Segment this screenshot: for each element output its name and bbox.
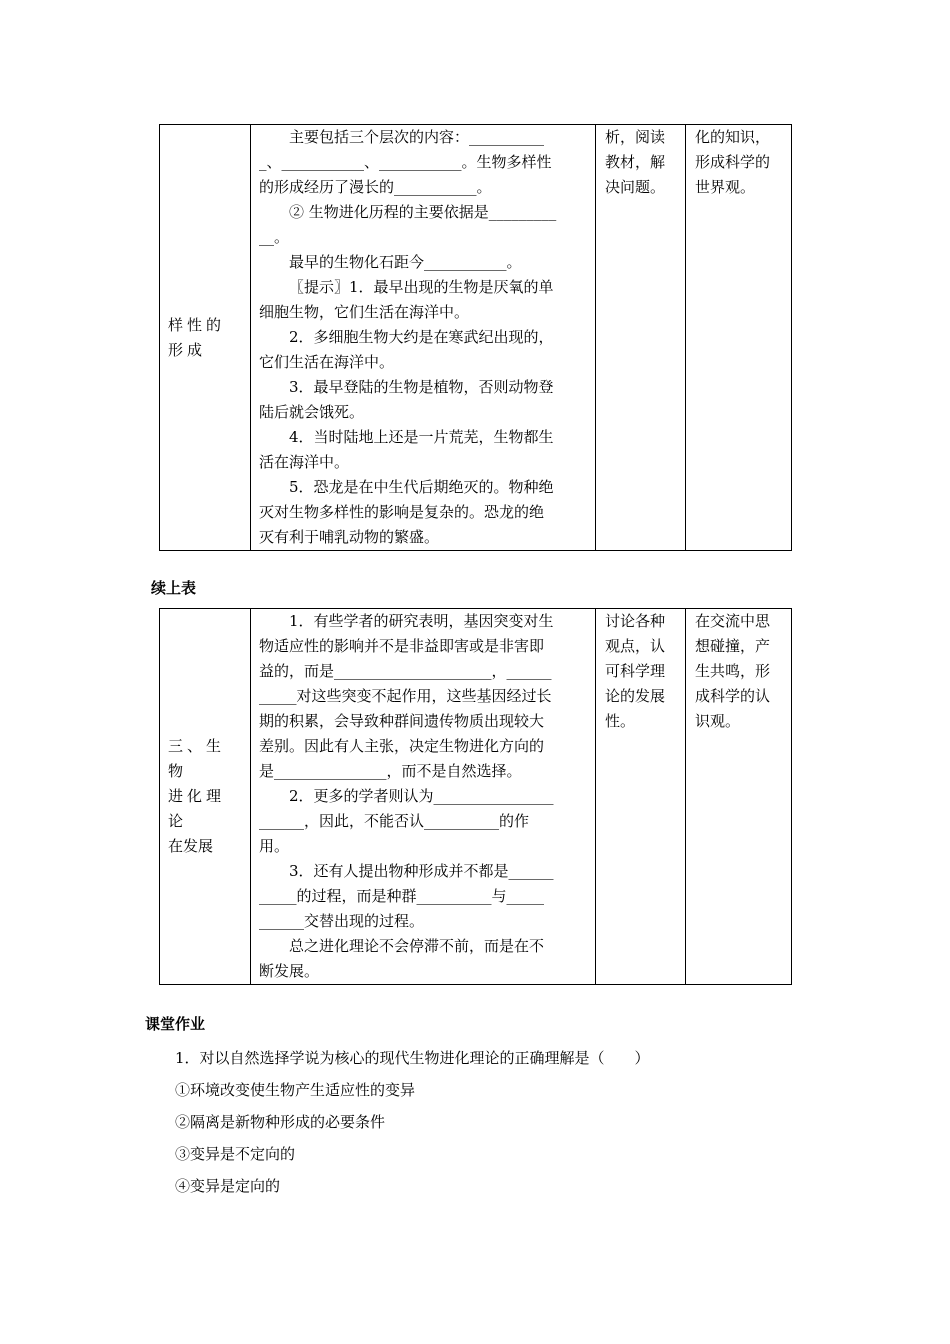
content-cell xyxy=(251,609,596,985)
activity-line: 观点，认 xyxy=(605,637,666,655)
activity-line: 讨论各种 xyxy=(605,612,666,630)
activity-line: 决问题。 xyxy=(605,178,666,196)
goal-line: 在交流中思 xyxy=(695,612,771,630)
content-line: 灭对生物多样性的影响是复杂的。恐龙的绝 xyxy=(259,503,545,521)
goal-line: 识观。 xyxy=(695,712,741,730)
goal-line: 生共鸣，形 xyxy=(695,662,771,680)
content-line: ______交替出现的过程。 xyxy=(259,912,425,930)
table-row xyxy=(160,125,792,551)
homework-option: ②隔离是新物种形成的必要条件 xyxy=(175,1113,386,1131)
content-line: 2．更多的学者则认为________________ xyxy=(289,787,554,805)
content-line: 5．恐龙是在中生代后期绝灭的。物种绝 xyxy=(289,478,554,496)
goal-line: 化的知识， xyxy=(695,128,771,146)
goal-line: 成科学的认 xyxy=(695,687,771,705)
activity-line: 可科学理 xyxy=(605,662,666,680)
activity-cell xyxy=(596,609,686,985)
content-line: _____的过程，而是种群__________与_____ xyxy=(259,887,545,905)
content-line: 物适应性的影响并不是非益即害或是非害即 xyxy=(259,637,545,655)
content-line: _____对这些突变不起作用，这些基因经过长 xyxy=(259,687,552,705)
content-line: __。 xyxy=(259,228,290,246)
activity-line: 析，阅读 xyxy=(605,128,666,146)
table-row xyxy=(160,609,792,985)
continued-label: 续上表 xyxy=(151,579,197,597)
lesson-table-part1 xyxy=(159,124,792,551)
activity-cell xyxy=(596,125,686,551)
activity-line: 性。 xyxy=(605,712,636,730)
activity-line: 教材，解 xyxy=(605,153,666,171)
topic-line: 进化理论 xyxy=(168,787,226,830)
content-line: 是_______________，而不是自然选择。 xyxy=(259,762,522,780)
content-line: 活在海洋中。 xyxy=(259,453,350,471)
content-line: 总之进化理论不会停滞不前，而是在不 xyxy=(289,937,545,955)
topic-line: 三、生物 xyxy=(168,737,226,780)
homework-question: 1．对以自然选择学说为核心的现代生物进化理论的正确理解是（ ） xyxy=(175,1049,650,1067)
content-line: 它们生活在海洋中。 xyxy=(259,353,395,371)
lesson-table-part2 xyxy=(159,608,792,985)
homework-option: ④变异是定向的 xyxy=(175,1177,281,1195)
content-line: 1．有些学者的研究表明，基因突变对生 xyxy=(289,612,554,630)
content-line: 〖提示〗1．最早出现的生物是厌氧的单 xyxy=(289,278,554,296)
topic-cell xyxy=(160,609,251,985)
content-line: 差别。因此有人主张，决定生物进化方向的 xyxy=(259,737,545,755)
content-line: 4．当时陆地上还是一片荒芜，生物都生 xyxy=(289,428,554,446)
content-line: 陆后就会饿死。 xyxy=(259,403,365,421)
homework-title: 课堂作业 xyxy=(145,1015,206,1033)
homework-option: ①环境改变使生物产生适应性的变异 xyxy=(175,1081,416,1099)
content-line: 3．还有人提出物种形成并不都是______ xyxy=(289,862,554,880)
goal-cell xyxy=(686,609,792,985)
goal-line: 世界观。 xyxy=(695,178,756,196)
goal-line: 想碰撞，产 xyxy=(695,637,771,655)
activity-line: 论的发展 xyxy=(605,687,666,705)
content-line: 用。 xyxy=(259,837,290,855)
content-line: 2．多细胞生物大约是在寒武纪出现的， xyxy=(289,328,554,346)
content-line: ② 生物进化历程的主要依据是_________ xyxy=(289,203,557,221)
content-line: ______，因此，不能否认__________的作 xyxy=(259,812,530,830)
content-line: 灭有利于哺乳动物的繁盛。 xyxy=(259,528,440,546)
content-line: 主要包括三个层次的内容：__________ xyxy=(289,128,545,146)
content-line: _、___________、___________。生物多样性 xyxy=(259,153,552,171)
homework-option: ③变异是不定向的 xyxy=(175,1145,296,1163)
topic-text: 样性的形成 xyxy=(168,315,226,359)
content-line: 最早的生物化石距今___________。 xyxy=(289,253,522,271)
content-line: 益的，而是_____________________，______ xyxy=(259,662,552,680)
content-line: 细胞生物，它们生活在海洋中。 xyxy=(259,303,470,321)
topic-line: 在发展 xyxy=(168,837,214,855)
goal-line: 形成科学的 xyxy=(695,153,771,171)
content-line: 断发展。 xyxy=(259,962,320,980)
content-cell xyxy=(251,125,596,551)
topic-cell xyxy=(160,125,251,551)
content-line: 期的积累，会导致种群间遗传物质出现较大 xyxy=(259,712,545,730)
content-line: 的形成经历了漫长的___________。 xyxy=(259,178,492,196)
goal-cell xyxy=(686,125,792,551)
content-line: 3．最早登陆的生物是植物，否则动物登 xyxy=(289,378,554,396)
